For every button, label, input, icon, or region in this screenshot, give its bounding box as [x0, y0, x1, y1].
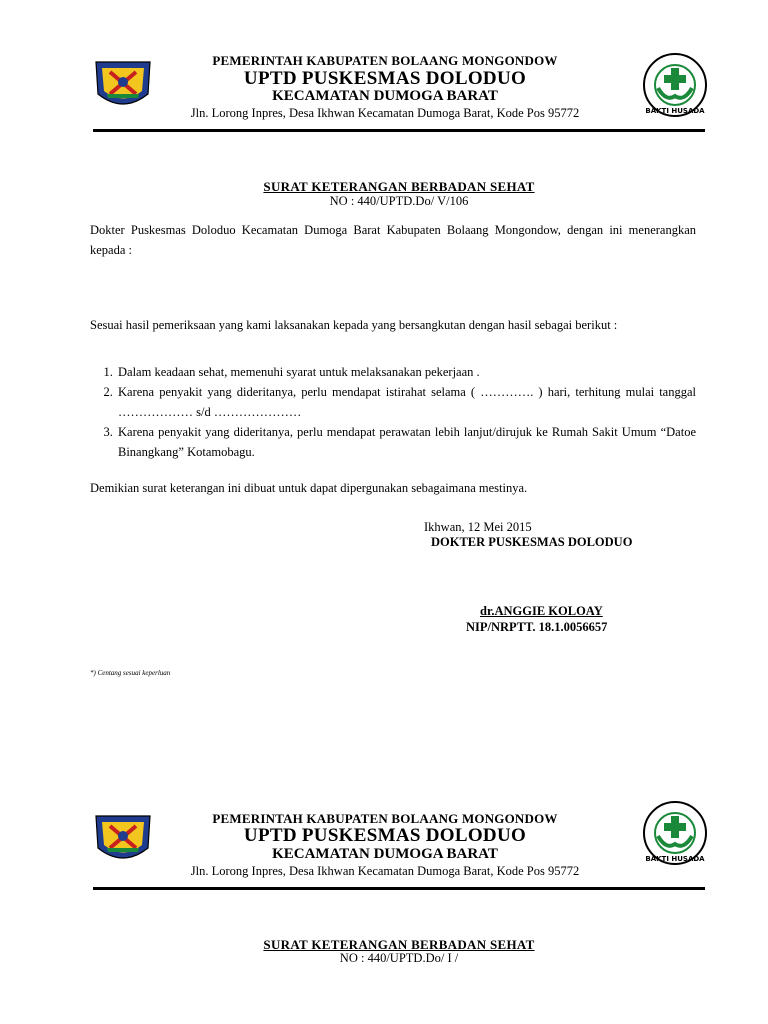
footnote: *) Centang sesuai keperluan [90, 669, 171, 677]
bakti-husada-text: BAKTI HUSADA [645, 107, 705, 115]
letter-title: SURAT KETERANGAN BERBADAN SEHAT [263, 179, 535, 194]
letterhead-address: Jln. Lorong Inpres, Desa Ikhwan Kecamatan Dumoga Barat, Kode Pos 95772 [190, 864, 580, 878]
letter-title: SURAT KETERANGAN BERBADAN SEHAT [263, 937, 535, 952]
signer-title: DOKTER PUSKESMAS DOLODUO [431, 535, 633, 549]
list-item: 2. Karena penyakit yang dideritanya, perlu mendapat istirahat selama ( …………. ) hari, terhitung mulai tanggal ……………… s/d ………………… [116, 382, 696, 422]
letterhead-institution: UPTD PUSKESMAS DOLODUO [243, 68, 527, 89]
letterhead-divider [93, 129, 705, 132]
letter-result-intro: Sesuai hasil pemeriksaan yang kami laksanakan kepada yang bersangkutan dengan hasil sebagai berikut : [90, 318, 618, 332]
letterhead-divider [93, 887, 705, 890]
bakti-husada-text: BAKTI HUSADA [645, 855, 705, 863]
place-date: Ikhwan, 12 Mei 2015 [424, 520, 532, 534]
letter-number: NO : 440/UPTD.Do/ I / [339, 951, 459, 965]
list-item: 3. Karena penyakit yang dideritanya, perlu mendapat perawatan lebih lanjut/dirujuk ke Rumah Sakit Umum “Datoe Binangkang” Kotamobagu. [116, 422, 696, 462]
letter-number: NO : 440/UPTD.Do/ V/106 [329, 194, 469, 208]
signer-id: NIP/NRPTT. 18.1.0056657 [466, 620, 608, 634]
list-item: 1. Dalam keadaan sehat, memenuhi syarat untuk melaksanakan pekerjaan . [116, 362, 696, 382]
letterhead-address: Jln. Lorong Inpres, Desa Ikhwan Kecamatan Dumoga Barat, Kode Pos 95772 [190, 106, 580, 120]
letterhead-district: KECAMATAN DUMOGA BARAT [272, 88, 498, 104]
bakti-husada-logo-icon [642, 800, 708, 866]
letter-closing: Demikian surat keterangan ini dibuat untuk dapat dipergunakan sebagaimana mestinya. [90, 481, 528, 495]
letterhead-government: PEMERINTAH KABUPATEN BOLAANG MONGONDOW [212, 53, 558, 68]
bakti-husada-logo-icon [642, 52, 708, 118]
letterhead-government: PEMERINTAH KABUPATEN BOLAANG MONGONDOW [212, 811, 558, 826]
signer-name: dr.ANGGIE KOLOAY [480, 604, 603, 618]
letter-intro: Dokter Puskesmas Doloduo Kecamatan Dumoga Barat Kabupaten Bolaang Mongondow, dengan ini menerangkan kepada : [90, 223, 696, 257]
letterhead-institution: UPTD PUSKESMAS DOLODUO [243, 825, 527, 846]
letter-items [90, 362, 696, 462]
letterhead-district: KECAMATAN DUMOGA BARAT [272, 846, 498, 862]
